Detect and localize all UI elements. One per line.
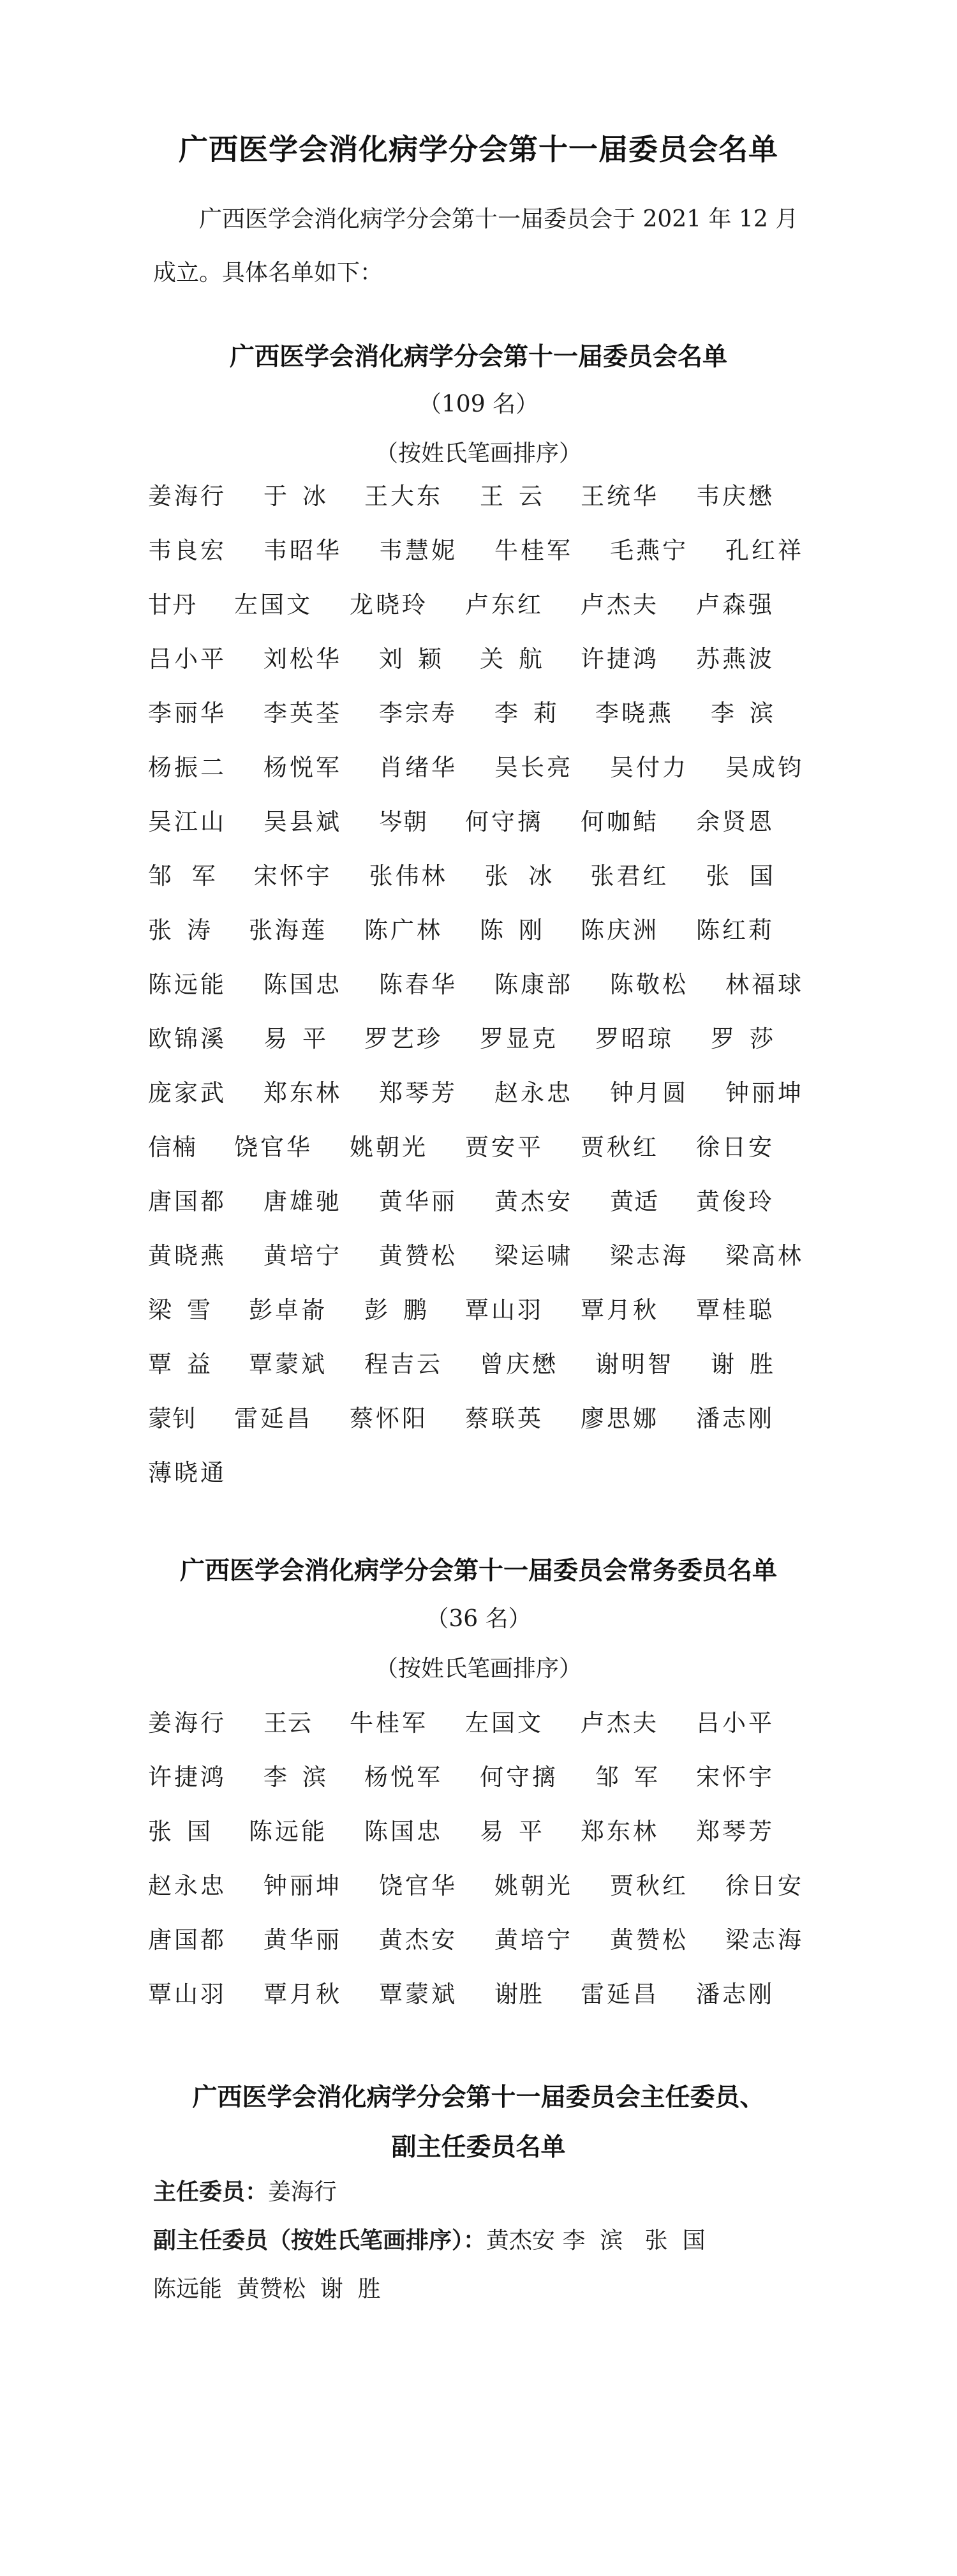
- member-name: 徐日安: [696, 1134, 775, 1161]
- name-row: [148, 640, 812, 694]
- member-name: 蒙 钊: [148, 1405, 196, 1432]
- member-name: 王 云: [263, 1709, 311, 1737]
- member-name: 张君红: [590, 862, 669, 890]
- member-name: 陈 刚: [480, 917, 542, 944]
- member-name: 肖绪华: [379, 754, 457, 781]
- member-name: 姚朝光: [494, 1872, 573, 1899]
- member-name: 黄杰安: [379, 1926, 457, 1954]
- member-name: 饶官华: [379, 1872, 457, 1899]
- member-name: 吴成钧: [725, 754, 804, 781]
- member-name: 钟月圆: [610, 1079, 688, 1107]
- member-name: 吴县斌: [263, 808, 342, 835]
- member-name: 陈广林: [364, 917, 443, 944]
- name-row: [148, 1074, 812, 1128]
- intro-line-1: 广西医学会消化病学分会第十一届委员会于 2021 年 12 月: [199, 206, 799, 232]
- member-name: 贾安平: [465, 1134, 544, 1161]
- member-name: 梁高林: [725, 1242, 804, 1269]
- member-name: 覃 益: [148, 1351, 211, 1378]
- member-name: 曾庆懋: [480, 1351, 558, 1378]
- member-name: 王大东: [364, 483, 443, 510]
- member-name: 覃月秋: [263, 1981, 342, 2008]
- member-name: 张 冰: [484, 862, 553, 890]
- member-name: 许捷鸿: [148, 1764, 226, 1791]
- member-name: 唐国都: [148, 1926, 226, 1954]
- member-name: 何咖鲒: [581, 808, 659, 835]
- name-row: [148, 1291, 812, 1345]
- member-name: 李 滨: [711, 700, 773, 727]
- name-row: [148, 966, 812, 1020]
- member-name: 姜海行: [148, 483, 226, 510]
- member-name: 韦慧妮: [379, 537, 457, 564]
- member-name: 陈春华: [379, 971, 457, 998]
- member-name: 宋怀宇: [696, 1764, 775, 1791]
- chair-label: 主任委员：: [153, 2179, 269, 2205]
- member-name: 郑琴芳: [696, 1818, 775, 1845]
- member-name: 梁 雪: [148, 1296, 211, 1324]
- member-name: 覃山羽: [465, 1296, 544, 1324]
- member-name: 姜海行: [148, 1709, 226, 1737]
- member-name: 牛桂军: [494, 537, 573, 564]
- member-name: 李 滨: [263, 1764, 326, 1791]
- name-row: [148, 803, 812, 857]
- member-name: 韦庆懋: [696, 483, 775, 510]
- member-name: 卢森强: [696, 591, 775, 618]
- member-name: 张 涛: [148, 917, 211, 944]
- member-name: 韦良宏: [148, 537, 226, 564]
- member-name: 罗 莎: [711, 1025, 773, 1052]
- member-name: 陈康部: [494, 971, 573, 998]
- member-name: 谢明智: [595, 1351, 674, 1378]
- name-row: [148, 1183, 812, 1237]
- member-name: 信 楠: [148, 1134, 196, 1161]
- member-name: 陈敬松: [610, 971, 688, 998]
- member-name: 覃桂聪: [696, 1296, 775, 1324]
- member-name: 许捷鸿: [581, 645, 659, 673]
- member-name: 易 平: [480, 1818, 542, 1845]
- member-name: 何守摛: [465, 808, 544, 835]
- name-row: [148, 694, 812, 749]
- member-name: 蔡联英: [465, 1405, 544, 1432]
- member-name: 韦昭华: [263, 537, 342, 564]
- name-row: [148, 1813, 812, 1867]
- member-name: 黄培宁: [263, 1242, 342, 1269]
- intro-line-2: 成立。具体名单如下：: [153, 260, 383, 286]
- member-name: 何守摛: [480, 1764, 558, 1791]
- member-name: 贾秋红: [581, 1134, 659, 1161]
- member-name: 陈庆洲: [581, 917, 659, 944]
- name-row: [148, 1867, 812, 1921]
- member-name: 黄 适: [610, 1188, 658, 1215]
- name-row: [148, 1345, 812, 1400]
- chair-name: 姜海行: [268, 2179, 338, 2205]
- member-name: 雷延昌: [581, 1981, 659, 2008]
- member-name: 欧锦溪: [148, 1025, 226, 1052]
- member-name: 张伟林: [369, 862, 448, 890]
- member-name: 王 云: [480, 483, 542, 510]
- name-row: [148, 532, 812, 586]
- member-name: 左国文: [465, 1709, 544, 1737]
- standing-order-note: （按姓氏笔画排序）: [375, 1656, 582, 1682]
- member-name: 覃蒙斌: [249, 1351, 327, 1378]
- member-name: 吕小平: [148, 645, 226, 673]
- member-name: 雷延昌: [234, 1405, 313, 1432]
- member-name: 罗显克: [480, 1025, 558, 1052]
- member-name: 潘志刚: [696, 1981, 775, 2008]
- member-name: 卢杰夫: [581, 591, 659, 618]
- member-name: 黄赞松: [379, 1242, 457, 1269]
- member-name: 林福球: [725, 971, 804, 998]
- member-name: 姚朝光: [350, 1134, 428, 1161]
- member-name: 余贤恩: [696, 808, 775, 835]
- name-row: [148, 1400, 812, 1454]
- committee-member-grid: [148, 477, 812, 1508]
- member-name: 刘 颖: [379, 645, 441, 673]
- member-name: 彭 鹏: [364, 1296, 427, 1324]
- member-name: 郑琴芳: [379, 1079, 457, 1107]
- standing-member-grid: [148, 1704, 812, 2030]
- member-name: 陈红莉: [696, 917, 775, 944]
- member-name: 王统华: [581, 483, 659, 510]
- name-row: [148, 477, 812, 532]
- name-row: [148, 1704, 812, 1758]
- member-name: 吴长亮: [494, 754, 573, 781]
- member-name: 苏燕波: [696, 645, 775, 673]
- member-name: 陈远能: [249, 1818, 327, 1845]
- member-name: 黄杰安: [494, 1188, 573, 1215]
- member-name: 谢 胜: [711, 1351, 773, 1378]
- vice-chair-names-2: 陈远能 黄赞松 谢 胜: [153, 2276, 381, 2302]
- member-name: 郑东林: [263, 1079, 342, 1107]
- member-name: 李英荃: [263, 700, 342, 727]
- name-row: [148, 1758, 812, 1813]
- member-name: 张海莲: [249, 917, 327, 944]
- member-name: 于 冰: [263, 483, 326, 510]
- member-name: 刘松华: [263, 645, 342, 673]
- member-name: 吴江山: [148, 808, 226, 835]
- member-name: 宋怀宇: [253, 862, 332, 890]
- member-name: 唐雄驰: [263, 1188, 342, 1215]
- member-name: 杨振二: [148, 754, 226, 781]
- vice-chair-names-1: 黄杰安 李 滨 张 国: [486, 2228, 706, 2254]
- member-name: 李晓燕: [595, 700, 674, 727]
- member-name: 张 国: [706, 862, 774, 890]
- member-name: 廖思娜: [581, 1405, 659, 1432]
- member-name: 岑 朝: [379, 808, 427, 835]
- vice-chair-label: 副主任委员（按姓氏笔画排序）：: [153, 2228, 487, 2254]
- member-name: 潘志刚: [696, 1405, 775, 1432]
- member-name: 左国文: [234, 591, 313, 618]
- member-name: 孔红祥: [725, 537, 804, 564]
- member-name: 庞家武: [148, 1079, 226, 1107]
- member-name: 李丽华: [148, 700, 226, 727]
- member-name: 李宗寿: [379, 700, 457, 727]
- member-name: 甘 丹: [148, 591, 196, 618]
- member-name: 饶官华: [234, 1134, 313, 1161]
- member-name: 谢 胜: [494, 1981, 542, 2008]
- member-name: 蔡怀阳: [350, 1405, 428, 1432]
- member-name: 李 莉: [494, 700, 557, 727]
- member-name: 易 平: [263, 1025, 326, 1052]
- member-name: 牛桂军: [350, 1709, 428, 1737]
- name-row: [148, 857, 812, 911]
- member-name: 邹 军: [148, 862, 216, 890]
- name-row: [148, 749, 812, 803]
- member-name: 陈国忠: [263, 971, 342, 998]
- member-name: 覃蒙斌: [379, 1981, 457, 2008]
- member-name: 吴付力: [610, 754, 688, 781]
- member-name: 黄俊玲: [696, 1188, 775, 1215]
- member-name: 黄华丽: [379, 1188, 457, 1215]
- member-name: 黄赞松: [610, 1926, 688, 1954]
- member-name: 程吉云: [364, 1351, 443, 1378]
- member-name: 张 国: [148, 1818, 211, 1845]
- member-name: 龙晓玲: [350, 591, 428, 618]
- vice-chair-row-2: [153, 2273, 381, 2305]
- member-name: 邹 军: [595, 1764, 658, 1791]
- member-name: 卢东红: [465, 591, 544, 618]
- name-row: [148, 1020, 812, 1074]
- standing-title: 广西医学会消化病学分会第十一届委员会常务委员名单: [179, 1557, 777, 1585]
- member-name: 钟丽坤: [263, 1872, 342, 1899]
- member-name: 覃月秋: [581, 1296, 659, 1324]
- committee-title: 广西医学会消化病学分会第十一届委员会名单: [229, 343, 727, 371]
- member-name: 钟丽坤: [725, 1079, 804, 1107]
- member-name: 陈国忠: [364, 1818, 443, 1845]
- member-name: 梁运啸: [494, 1242, 573, 1269]
- member-name: 罗昭琼: [595, 1025, 674, 1052]
- chairs-title-line-1: 广西医学会消化病学分会第十一届委员会主任委员、: [192, 2083, 765, 2112]
- member-name: 梁志海: [610, 1242, 688, 1269]
- standing-count: （36 名）: [426, 1606, 531, 1632]
- member-name: 黄晓燕: [148, 1242, 226, 1269]
- name-row: [148, 1454, 812, 1508]
- member-name: 徐日安: [725, 1872, 804, 1899]
- member-name: 吕小平: [696, 1709, 775, 1737]
- name-row: [148, 911, 812, 966]
- name-row: [148, 1128, 812, 1183]
- member-name: 郑东林: [581, 1818, 659, 1845]
- member-name: 覃山羽: [148, 1981, 226, 2008]
- member-name: 黄华丽: [263, 1926, 342, 1954]
- member-name: 罗艺珍: [364, 1025, 443, 1052]
- member-name: 毛燕宁: [610, 537, 688, 564]
- name-row: [148, 1237, 812, 1291]
- chairs-title-line-2: 副主任委员名单: [391, 2133, 566, 2162]
- vice-chair-row: [153, 2225, 706, 2257]
- chair-row: [153, 2176, 337, 2208]
- member-name: 关 航: [480, 645, 542, 673]
- member-name: 杨悦军: [364, 1764, 443, 1791]
- member-name: 唐国都: [148, 1188, 226, 1215]
- member-name: 杨悦军: [263, 754, 342, 781]
- committee-order-note: （按姓氏笔画排序）: [375, 440, 582, 467]
- member-name: 梁志海: [725, 1926, 804, 1954]
- document-title: 广西医学会消化病学分会第十一届委员会名单: [179, 132, 778, 167]
- member-name: 彭卓嵛: [249, 1296, 327, 1324]
- member-name: 赵永忠: [148, 1872, 226, 1899]
- member-name: 薄晓通: [148, 1459, 226, 1486]
- name-row: [148, 1975, 812, 2030]
- intro-paragraph: [153, 193, 836, 300]
- member-name: 黄培宁: [494, 1926, 573, 1954]
- name-row: [148, 586, 812, 640]
- name-row: [148, 1921, 812, 1975]
- member-name: 陈远能: [148, 971, 226, 998]
- member-name: 卢杰夫: [581, 1709, 659, 1737]
- committee-count: （109 名）: [418, 391, 539, 417]
- member-name: 贾秋红: [610, 1872, 688, 1899]
- member-name: 赵永忠: [494, 1079, 573, 1107]
